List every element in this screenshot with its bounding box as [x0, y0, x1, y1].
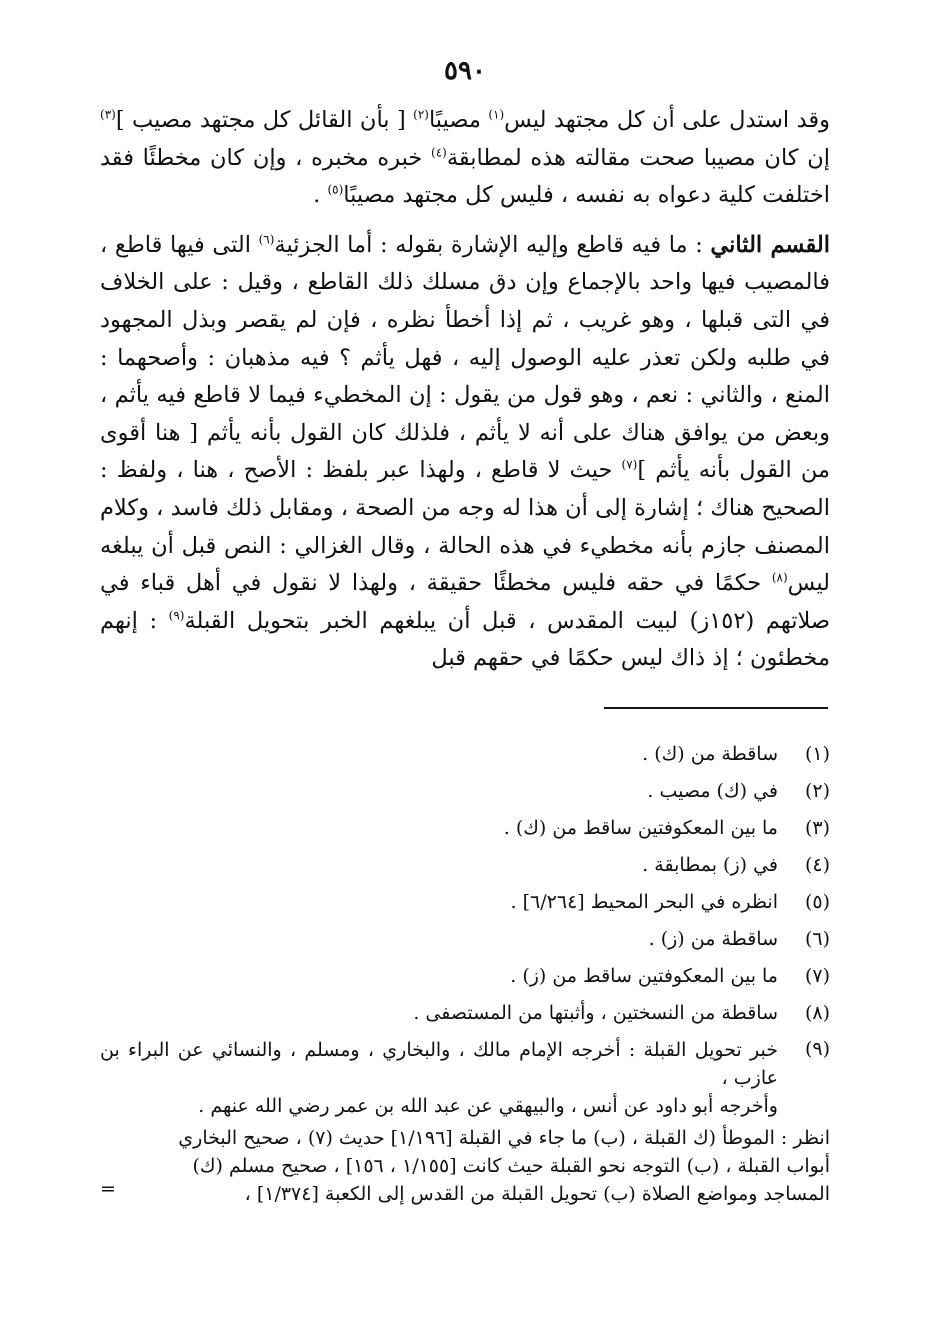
footnote-9-line: خبر تحويل القبلة : أخرجه الإمام مالك ، والبخاري ، ومسلم ، والنسائي عن البراء بن عازب ، [100, 1039, 778, 1089]
footnote-ref-5[interactable]: (٥) [327, 182, 344, 197]
paragraph-1 [100, 102, 830, 215]
footnote-text: ساقطة من (ك) . [642, 743, 778, 765]
main-text [100, 102, 830, 678]
footnote-number: (١) [804, 743, 830, 765]
text-run: خبره مخبره ، وإن كان مخطئًا فقد اختلفت كلية دعواه به نفسه ، فليس كل مجتهد مصيبًا [100, 144, 830, 209]
text-run: حيث لا قاطع ، ولهذا عبر بلفظ : الأصح ، هنا ، ولفظ : الصحيح هناك ؛ إشارة إلى أن هذا له وجه من الصحة ، ومقابل ذلك فاسد ، وكلام المصنف جازم بأنه مخطيء في هذه الحالة ، وقال الغزالي : النص قبل أن يبلغه ليس [100, 457, 830, 597]
footnote-ref-3[interactable]: (٣) [100, 107, 116, 122]
footnote-7 [100, 958, 830, 995]
footnote-6 [100, 921, 830, 958]
text-run: مصيبًا [428, 107, 489, 133]
text-run: [ بأن القائل كل مجتهد مصيب ] [115, 107, 414, 133]
footnote-2 [100, 773, 830, 810]
footnote-ref-7[interactable]: (٧) [621, 457, 638, 472]
footnote-text: ما بين المعكوفتين ساقط من (ز) . [510, 965, 778, 987]
text-run: إن كان مصيبا صحت مقالته هذه لمطابقة [446, 144, 830, 171]
footnote-9 [100, 1036, 830, 1120]
footnote-ref-8[interactable]: (٨) [771, 570, 788, 585]
footnote-ref-1[interactable]: (١) [488, 107, 505, 122]
page-number: ٥٩٠ [444, 56, 486, 86]
text-run: : إنهم مخطئون ؛ إذ ذاك ليس حكمًا في حقهم قبل [100, 607, 830, 672]
text-run: وقد استدل على أن كل مجتهد ليس [504, 107, 830, 133]
footnote-number: (٥) [804, 891, 830, 913]
footnote-text: ما بين المعكوفتين ساقط من (ك) . [503, 817, 778, 839]
footnote-number: (٩) [804, 1038, 830, 1060]
footnote-ref-6[interactable]: (٦) [258, 232, 275, 247]
footnote-number: (٣) [804, 817, 830, 839]
source-reference-line: أبواب القبلة ، (ب) التوجه نحو القبلة حيث كانت [١/١٥٥ ، ١٥٦] ، صحيح مسلم (ك) [192, 1155, 830, 1177]
source-reference-line: انظر : الموطأ (ك القبلة ، (ب) ما جاء في القبلة [١/١٩٦] حديث (٧) ، صحيح البخاري [178, 1127, 830, 1149]
footnote-number: (٢) [804, 780, 830, 802]
footnote-ref-4[interactable]: (٤) [431, 145, 447, 160]
footnote-text: في (ز) بمطابقة . [642, 854, 778, 876]
footnote-number: (٦) [804, 928, 830, 950]
footnote-5 [100, 884, 830, 921]
paragraph-2 [100, 227, 830, 678]
footnote-text: ساقطة من النسختين ، وأثبتها من المستصفى . [413, 1002, 778, 1024]
footnote-number: (٨) [804, 1002, 830, 1024]
footnotes [100, 736, 830, 1208]
footnote-text: في (ك) مصيب . [647, 780, 778, 802]
text-run: التى فيها قاطع ، فالمصيب فيها واحد بالإجماع وإن دق مسلك ذلك القاطع ، وقيل : على الخلاف في التى قبلها ، وهو غريب ، ثم إذا أخطأ نظره ، فإن لم يقصر وبذل المجهود في طلبه ولكن تعذر عليه الوصول إليه ، فهل يأثم ؟ فيه مذهبان : وأصحهما : المنع ، والثاني : نعم ، وهو قول من يقول : إن المخطيء فيما لا قاطع فيه يأثم ، وبعض من يوافق هناك على أنه لا يأثم ، فلذلك كان القول بأنه يأثم [ هنا أقوى من القول بأنه يأثم ] [100, 231, 830, 484]
source-references [100, 1124, 830, 1208]
footnote-9-line: وأخرجه أبو داود عن أنس ، والبيهقي عن عبد الله بن عمر رضي الله عنهم . [198, 1095, 778, 1117]
footnote-ref-2[interactable]: (٢) [413, 107, 429, 122]
text-run: : ما فيه قاطع وإليه الإشارة بقوله : أما الجزئية [274, 231, 711, 258]
footnote-number: (٧) [804, 965, 830, 987]
continuation-mark: = [100, 1178, 116, 1200]
footnote-3 [100, 810, 830, 847]
text-run: . [313, 182, 328, 209]
footnote-separator [604, 707, 828, 709]
text-run: حكمًا في حقه فليس مخطئًا حقيقة ، ولهذا لا نقول في أهل قباء في صلاتهم (١٥٢ز) لبيت المقدس ، قبل أن يبلغهم الخبر بتحويل القبلة [100, 570, 830, 634]
footnote-text: ساقطة من (ز) . [648, 928, 778, 950]
footnote-number: (٤) [804, 854, 830, 876]
footnote-text: انظره في البحر المحيط [٦/٢٦٤] . [510, 891, 778, 913]
source-reference-line: المساجد ومواضع الصلاة (ب) تحويل القبلة من القدس إلى الكعبة [١/٣٧٤] ، [244, 1183, 830, 1205]
footnote-ref-9[interactable]: (٩) [168, 608, 185, 623]
footnote-4 [100, 847, 830, 884]
section-heading: القسم الثاني [710, 231, 830, 258]
footnote-8 [100, 995, 830, 1032]
footnote-1 [100, 736, 830, 773]
